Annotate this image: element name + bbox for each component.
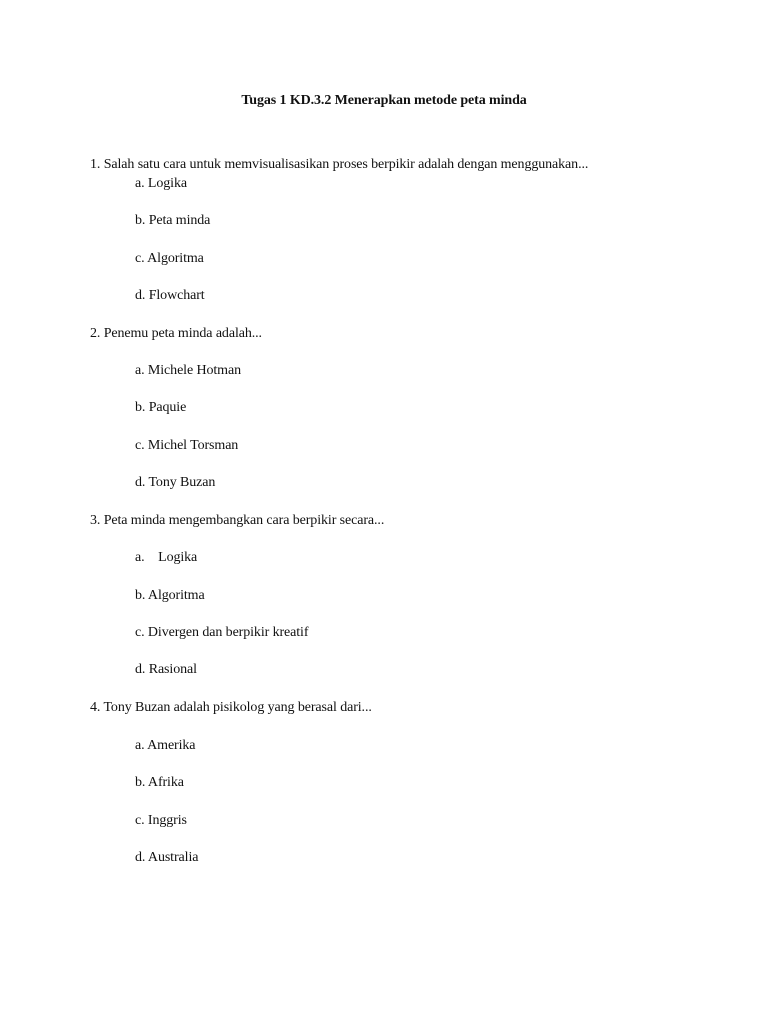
question-2-option-b: b. Paquie [135, 400, 187, 415]
question-1-option-c: c. Algoritma [135, 251, 204, 266]
question-2-option-d: d. Tony Buzan [135, 475, 216, 490]
question-4-option-c: c. Inggris [135, 813, 187, 828]
question-1-option-a: a. Logika [135, 176, 187, 191]
question-3: 3. Peta minda mengembangkan cara berpikir secara... [90, 513, 385, 528]
question-3-option-c: c. Divergen dan berpikir kreatif [135, 625, 309, 640]
question-2-option-a: a. Michele Hotman [135, 363, 241, 378]
question-3-option-d: d. Rasional [135, 662, 197, 677]
question-3-option-a: a. Logika [135, 550, 198, 565]
question-2-option-c: c. Michel Torsman [135, 438, 239, 453]
question-4-option-b: b. Afrika [135, 775, 184, 790]
question-1: 1. Salah satu cara untuk memvisualisasikan proses berpikir adalah dengan menggunakan... [90, 157, 589, 172]
question-1-option-b: b. Peta minda [135, 213, 211, 228]
document-title: Tugas 1 KD.3.2 Menerapkan metode peta minda [241, 93, 527, 108]
question-3-option-b: b. Algoritma [135, 588, 205, 603]
question-4-option-d: d. Australia [135, 850, 199, 865]
question-2: 2. Penemu peta minda adalah... [90, 326, 262, 341]
question-4-option-a: a. Amerika [135, 738, 196, 753]
question-1-option-d: d. Flowchart [135, 288, 205, 303]
question-4: 4. Tony Buzan adalah pisikolog yang berasal dari... [90, 700, 372, 715]
